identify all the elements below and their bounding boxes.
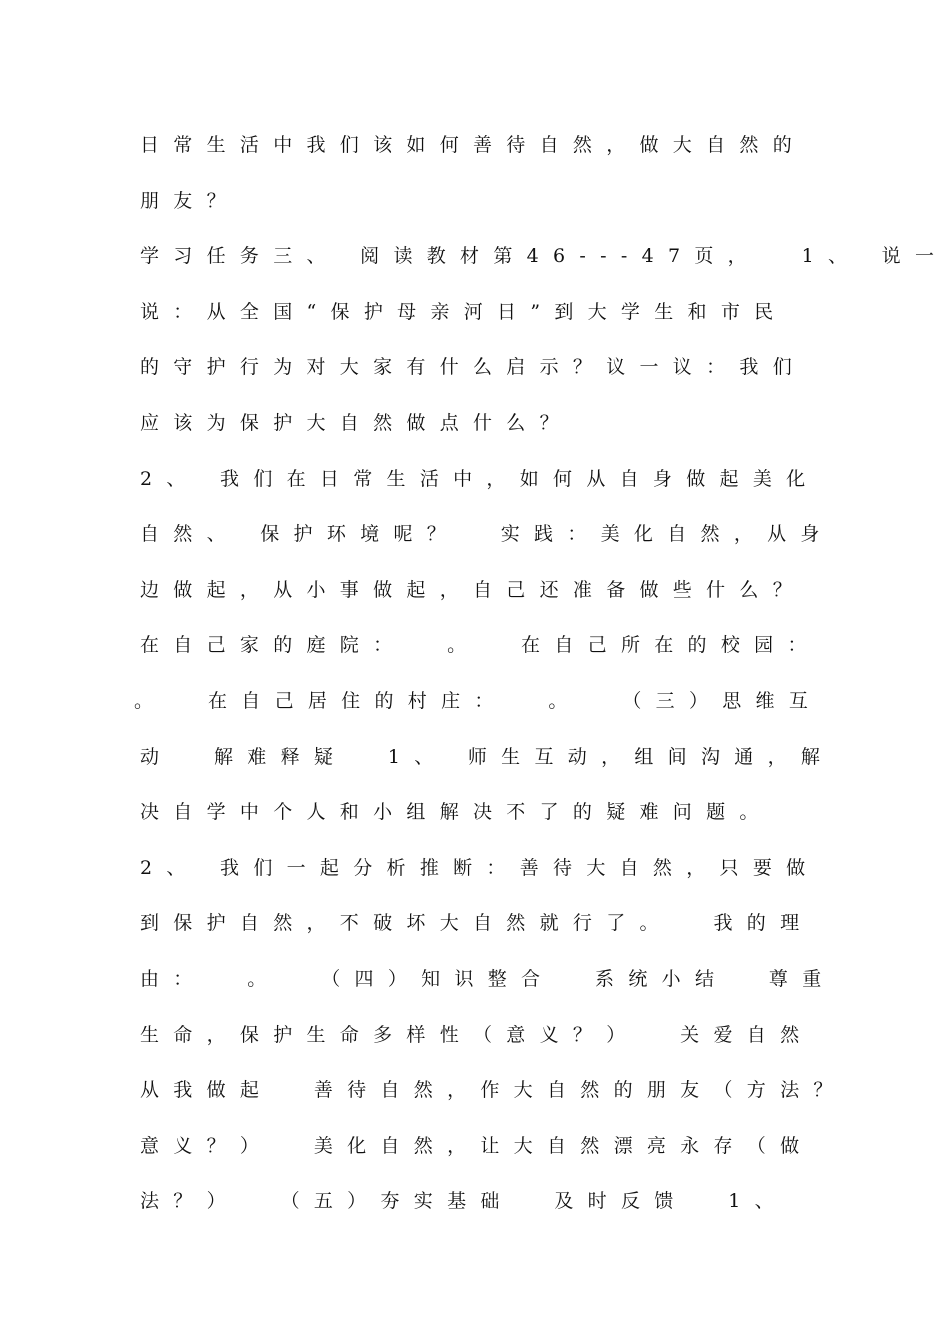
text-line-18: 从我做起 善待自然，作大自然的朋友（方法？ xyxy=(140,1079,847,1102)
text-line-4: 说：从全国“保护母亲河日”到大学生和市民 xyxy=(140,300,788,323)
text-line-3: 学习任务三、 阅读教材第46---47页， 1、 说一 xyxy=(140,245,949,268)
text-line-15: 到保护自然，不破坏大自然就行了。 我的理 xyxy=(140,912,814,935)
text-line-16: 由： 。 （四）知识整合 系统小结 尊重 xyxy=(140,967,836,990)
text-line-7: 2、 我们在日常生活中，如何从自身做起美化 xyxy=(140,467,820,490)
text-line-5: 的守护行为对大家有什么启示？议一议：我们 xyxy=(140,356,807,379)
text-line-8: 自然、 保护环境呢？ 实践：美化自然，从身 xyxy=(140,523,834,546)
text-line-9: 边做起，从小事做起，自己还准备做些什么？ xyxy=(140,578,807,601)
text-line-1: 日常生活中我们该如何善待自然，做大自然的 xyxy=(140,134,807,156)
text-line-13: 决自学中个人和小组解决不了的疑难问题。 xyxy=(140,801,773,824)
document-body xyxy=(134,118,949,1230)
text-line-10: 在自己家的庭院： 。 在自己所在的校园： xyxy=(140,634,821,657)
text-line-20: 法？） （五）夯实基础 及时反馈 1、 xyxy=(140,1190,788,1213)
text-line-6: 应该为保护大自然做点什么？ xyxy=(140,411,573,434)
text-line-12: 动 解难释疑 1、 师生互动，组间沟通，解 xyxy=(140,745,835,768)
text-line-2: 朋友？ xyxy=(140,189,240,212)
text-line-14: 2、 我们一起分析推断：善待大自然，只要做 xyxy=(140,856,820,879)
text-line-19: 意义？） 美化自然，让大自然漂亮永存（做 xyxy=(140,1134,814,1157)
text-line-11: 。 在自己居住的村庄： 。 （三）思维互 xyxy=(134,689,823,712)
text-line-17: 生命，保护生命多样性（意义？） 关爱自然 xyxy=(140,1023,814,1046)
